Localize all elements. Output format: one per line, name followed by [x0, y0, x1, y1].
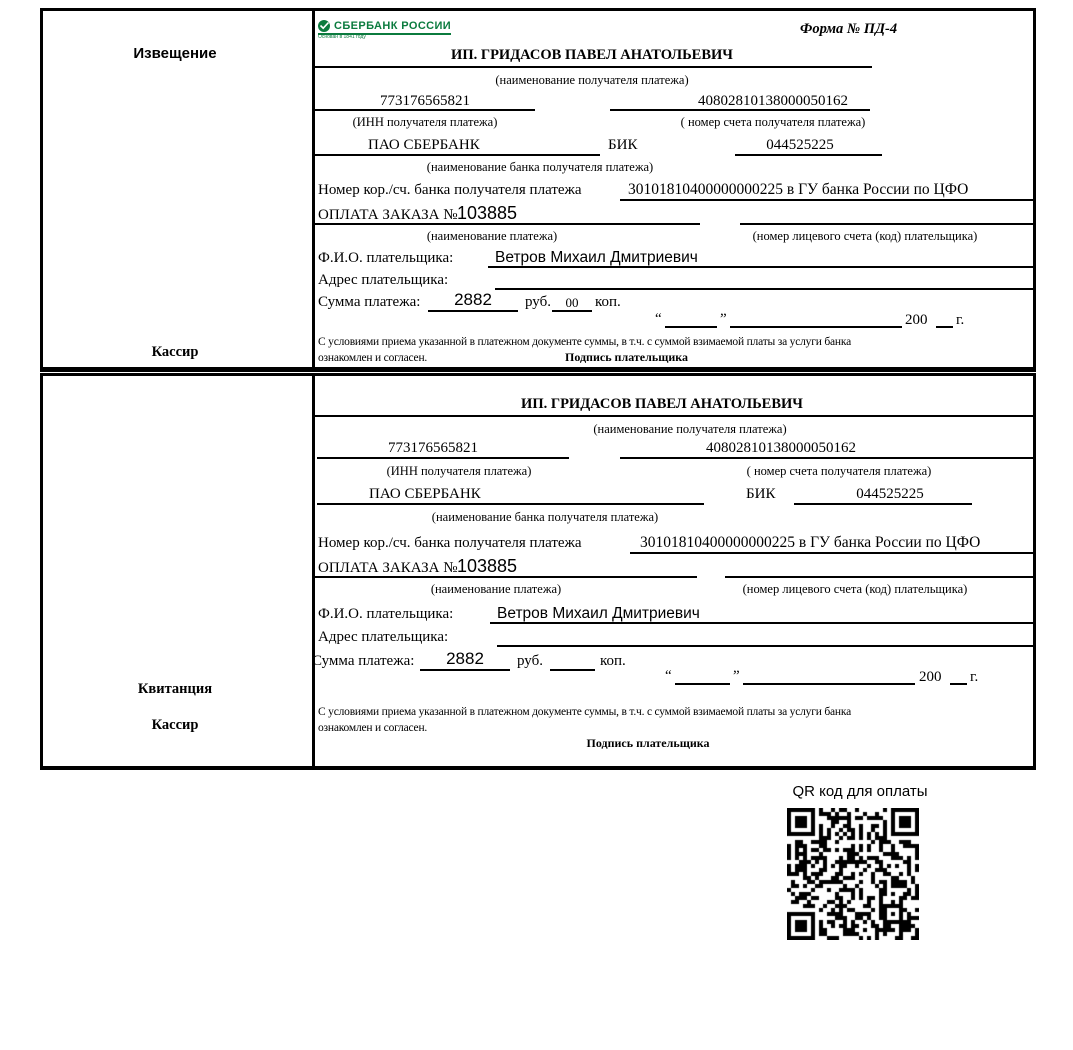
section-divider [312, 376, 315, 766]
signature-label: Подпись плательщика [586, 736, 710, 750]
sum-label: Сумма платежа: [318, 294, 421, 310]
agreement-line1: С условиями приема указанной в платежном документе суммы, в т.ч. с суммой взимаемой платы за услуги банка [318, 336, 851, 348]
order-number-value: 103885 [457, 556, 518, 576]
personal-account-caption: (номер лицевого счета (код) плательщика) [742, 582, 968, 596]
sberbank-logo-row [318, 20, 451, 35]
bank-caption: (наименование банка получателя платежа) [431, 510, 659, 524]
date-open-quote: “ [665, 668, 672, 684]
payer-fio-value: Ветров Михаил Дмитриевич [495, 249, 698, 266]
sberbank-logo-tagline: Основан в 1841 году [318, 34, 366, 40]
account-value: 40802810138000050162 [698, 93, 848, 109]
bik-label: БИК [746, 486, 776, 502]
cashier-label: Кассир [151, 717, 199, 733]
sberbank-emblem-icon [318, 20, 330, 32]
date-year-prefix: 200 [919, 669, 942, 685]
rule-line [495, 288, 1034, 290]
payer-fio-label: Ф.И.О. плательщика: [318, 606, 454, 622]
inn-caption: (ИНН получателя платежа) [386, 464, 532, 478]
rub-label: руб. [525, 294, 551, 310]
corr-account-label: Номер кор./сч. банка получателя платежа [318, 182, 582, 198]
rule-line [488, 266, 1034, 268]
payer-address-label: Адрес плательщика: [318, 629, 449, 645]
signature-label: Подпись плательщика [565, 350, 688, 364]
notice-section [40, 8, 1036, 372]
corr-account-value: 30101810400000000225 в ГУ банка России по ЦФО [628, 181, 969, 198]
rule-line [794, 503, 972, 505]
payment-purpose-label: ОПЛАТА ЗАКАЗА № [318, 207, 458, 223]
rule-line [428, 310, 518, 312]
sberbank-logo-text: СБЕРБАНК РОССИИ [334, 20, 452, 32]
recipient-caption: (наименование получателя платежа) [593, 422, 787, 436]
qr-caption: QR код для оплаты [792, 783, 928, 800]
kop-label: коп. [600, 653, 626, 669]
rule-line [312, 109, 535, 111]
date-open-quote: “ [655, 311, 662, 327]
rule-line [740, 223, 1034, 225]
agreement-line2: ознакомлен и согласен. [318, 722, 428, 734]
notice-label: Извещение [133, 45, 217, 62]
amount-rub-value: 2882 [454, 290, 492, 309]
payment-caption: (наименование платежа) [430, 582, 562, 596]
corr-account-value: 30101810400000000225 в ГУ банка России по ЦФО [640, 534, 981, 551]
bank-name: ПАО СБЕРБАНК [368, 137, 480, 153]
rule-line [620, 199, 1034, 201]
cashier-label: Кассир [151, 344, 199, 360]
receipt-section [40, 373, 1036, 770]
inn-value: 773176565821 [388, 440, 478, 456]
bank-caption: (наименование банка получателя платежа) [426, 160, 654, 174]
receipt-label: Квитанция [137, 681, 213, 697]
rule-line [312, 66, 872, 68]
payer-fio-value: Ветров Михаил Дмитриевич [497, 605, 700, 622]
qr-code [787, 808, 919, 940]
amount-rub-value: 2882 [446, 649, 484, 668]
rule-line [312, 415, 1034, 417]
sum-label: Сумма платежа: [312, 653, 415, 669]
inn-value: 773176565821 [380, 93, 470, 109]
rule-line [735, 154, 882, 156]
rule-line [675, 683, 730, 685]
section-divider [312, 11, 315, 367]
agreement-line1: С условиями приема указанной в платежном документе суммы, в т.ч. с суммой взимаемой платы за услуги банка [318, 706, 851, 718]
rule-line [950, 683, 967, 685]
account-value: 40802810138000050162 [706, 440, 856, 456]
date-close-quote: ” [720, 311, 727, 327]
rule-line [317, 503, 704, 505]
rule-line [312, 576, 697, 578]
payment-caption: (наименование платежа) [426, 229, 558, 243]
date-year-suffix: г. [956, 312, 965, 328]
rub-label: руб. [517, 653, 543, 669]
rule-line [490, 622, 1034, 624]
rule-line [743, 683, 915, 685]
inn-caption: (ИНН получателя платежа) [352, 115, 498, 129]
payment-purpose-label: ОПЛАТА ЗАКАЗА № [318, 560, 458, 576]
corr-account-label: Номер кор./сч. банка получателя платежа [318, 535, 582, 551]
bik-value: 044525225 [856, 486, 924, 502]
bank-name: ПАО СБЕРБАНК [369, 486, 481, 502]
rule-line [730, 326, 902, 328]
bik-value: 044525225 [766, 137, 834, 153]
payer-fio-label: Ф.И.О. плательщика: [318, 250, 454, 266]
recipient-caption: (наименование получателя платежа) [495, 73, 689, 87]
rule-line [550, 669, 595, 671]
account-caption: ( номер счета получателя платежа) [746, 464, 932, 478]
rule-line [317, 457, 569, 459]
date-close-quote: ” [733, 668, 740, 684]
rule-line [497, 645, 1034, 647]
rule-line [552, 310, 592, 312]
kop-label: коп. [595, 294, 621, 310]
rule-line [725, 576, 1034, 578]
order-number-value: 103885 [457, 203, 518, 223]
rule-line [620, 457, 1034, 459]
date-year-suffix: г. [970, 669, 979, 685]
rule-line [312, 223, 700, 225]
sberbank-logo [318, 20, 451, 40]
amount-kop-value: 00 [565, 295, 579, 310]
personal-account-caption: (номер лицевого счета (код) плательщика) [752, 229, 978, 243]
rule-line [610, 109, 870, 111]
date-year-prefix: 200 [905, 312, 928, 328]
rule-line [936, 326, 953, 328]
agreement-line2: ознакомлен и согласен. [318, 352, 428, 364]
account-caption: ( номер счета получателя платежа) [680, 115, 866, 129]
rule-line [312, 154, 600, 156]
rule-line [665, 326, 717, 328]
form-number-label: Форма № ПД-4 [800, 21, 898, 37]
recipient-name: ИП. ГРИДАСОВ ПАВЕЛ АНАТОЛЬЕВИЧ [451, 47, 733, 63]
recipient-name: ИП. ГРИДАСОВ ПАВЕЛ АНАТОЛЬЕВИЧ [521, 396, 803, 412]
payer-address-label: Адрес плательщика: [318, 272, 449, 288]
bik-label: БИК [608, 137, 638, 153]
rule-line [630, 552, 1034, 554]
rule-line [420, 669, 510, 671]
